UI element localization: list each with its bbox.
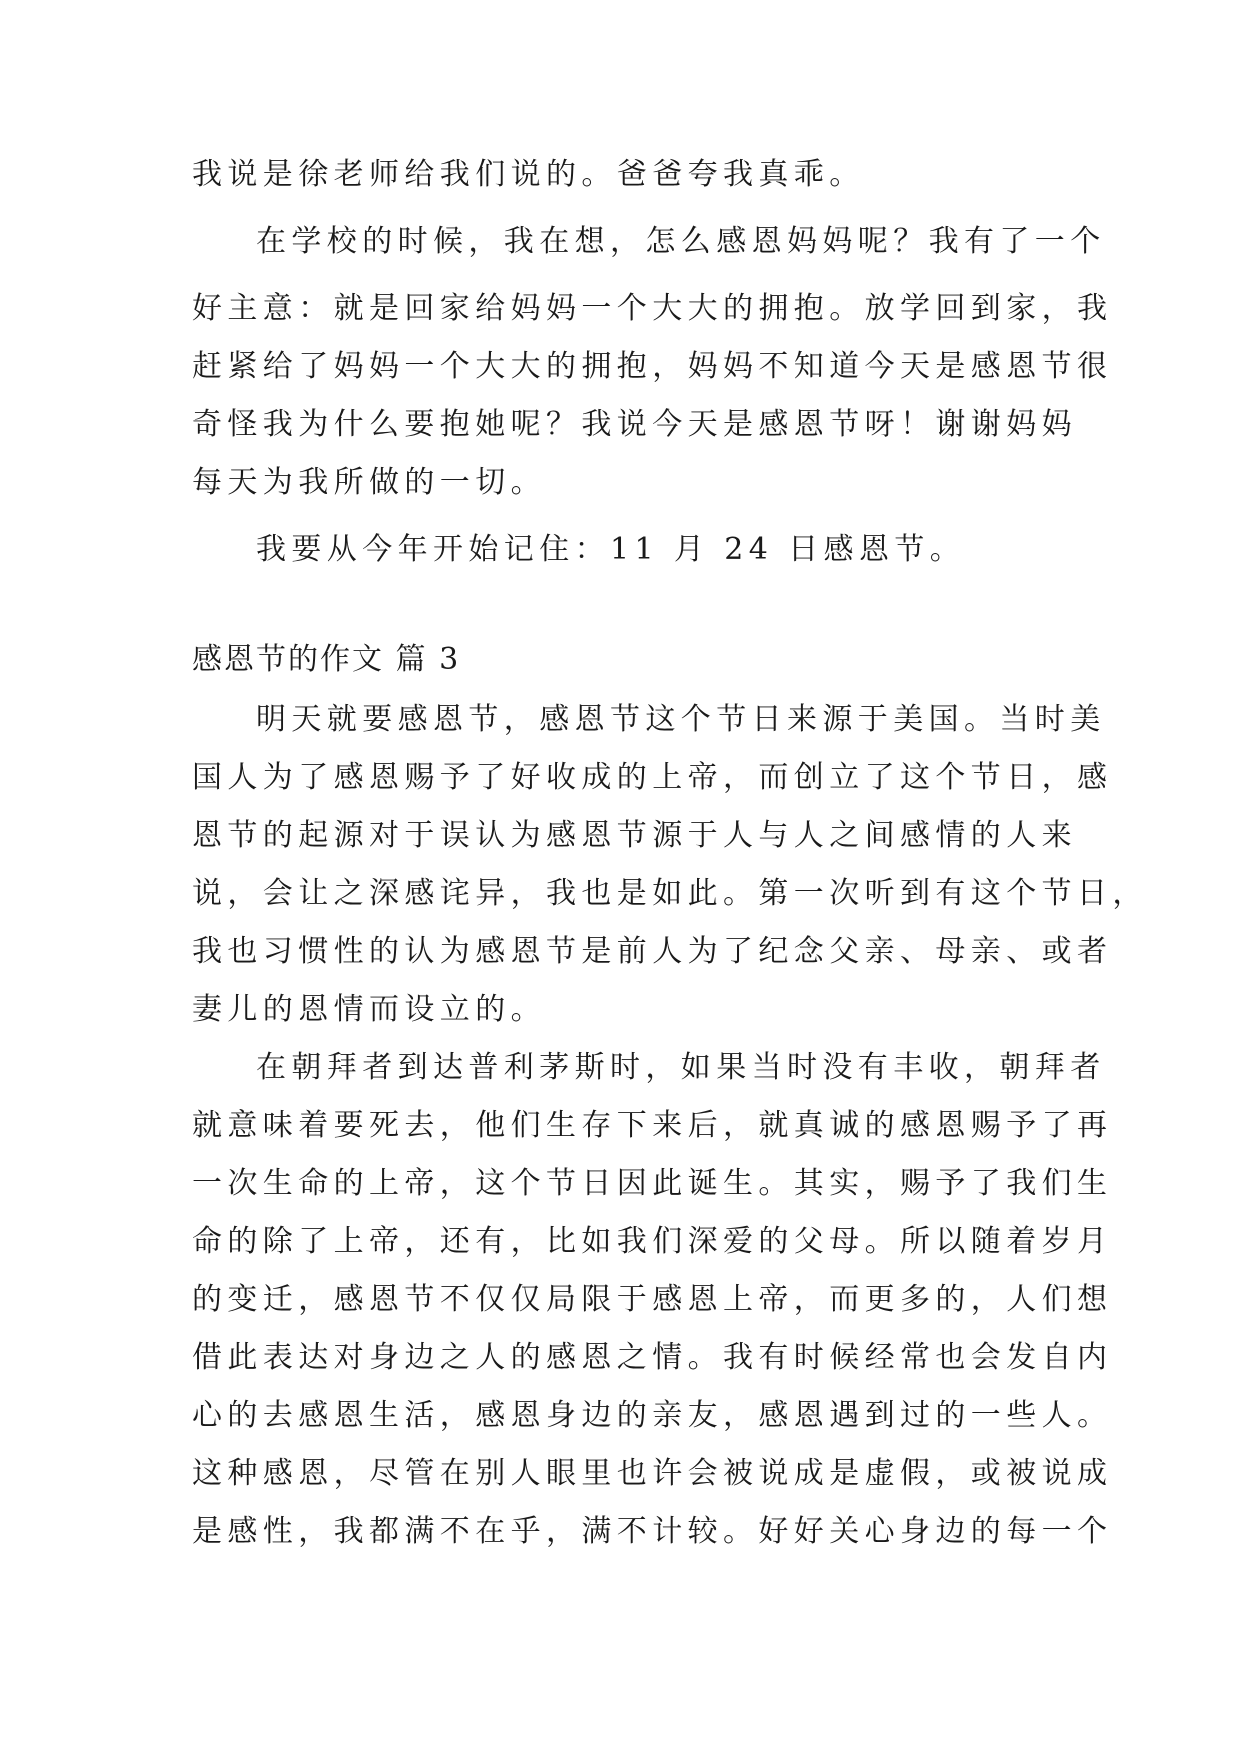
text-line: 一次生命的上帝，这个节日因此诞生。其实，赐予了我们生 (192, 1166, 1113, 1201)
text-line: 我也习惯性的认为感恩节是前人为了纪念父亲、母亲、或者 (192, 934, 1113, 969)
paragraph-start-line: 在学校的时候，我在想，怎么感恩妈妈呢？我有了一个 (256, 224, 1106, 259)
text-line: 奇怪我为什么要抱她呢？我说今天是感恩节呀！谢谢妈妈 (192, 407, 1077, 442)
text-line: 这种感恩，尽管在别人眼里也许会被说成是虚假，或被说成 (192, 1456, 1113, 1491)
text-line: 命的除了上帝，还有，比如我们深爱的父母。所以随着岁月 (192, 1224, 1113, 1259)
text-line: 说，会让之深感诧异，我也是如此。第一次听到有这个节日， (192, 876, 1148, 911)
text-line: 赶紧给了妈妈一个大大的拥抱，妈妈不知道今天是感恩节很 (192, 349, 1113, 384)
text-line: 国人为了感恩赐予了好收成的上帝，而创立了这个节日，感 (192, 760, 1113, 795)
text-line: 是感性，我都满不在乎，满不计较。好好关心身边的每一个 (192, 1514, 1113, 1549)
text-line: 的变迁，感恩节不仅仅局限于感恩上帝，而更多的，人们想 (192, 1282, 1113, 1317)
paragraph-start-line: 我要从今年开始记住：11 月 24 日感恩节。 (256, 532, 966, 567)
section-heading: 感恩节的作文 篇 3 (192, 642, 461, 677)
text-line: 我说是徐老师给我们说的。爸爸夸我真乖。 (192, 157, 865, 192)
text-line: 恩节的起源对于误认为感恩节源于人与人之间感情的人来 (192, 818, 1077, 853)
text-line: 就意味着要死去，他们生存下来后，就真诚的感恩赐予了再 (192, 1108, 1113, 1143)
paragraph-start-line: 在朝拜者到达普利茅斯时，如果当时没有丰收，朝拜者 (256, 1050, 1106, 1085)
text-line: 好主意：就是回家给妈妈一个大大的拥抱。放学回到家，我 (192, 291, 1113, 326)
text-line: 心的去感恩生活，感恩身边的亲友，感恩遇到过的一些人。 (192, 1398, 1113, 1433)
text-line: 每天为我所做的一切。 (192, 465, 546, 500)
text-line: 借此表达对身边之人的感恩之情。我有时候经常也会发自内 (192, 1340, 1113, 1375)
text-line: 妻儿的恩情而设立的。 (192, 992, 546, 1027)
paragraph-start-line: 明天就要感恩节，感恩节这个节日来源于美国。当时美 (256, 702, 1106, 737)
